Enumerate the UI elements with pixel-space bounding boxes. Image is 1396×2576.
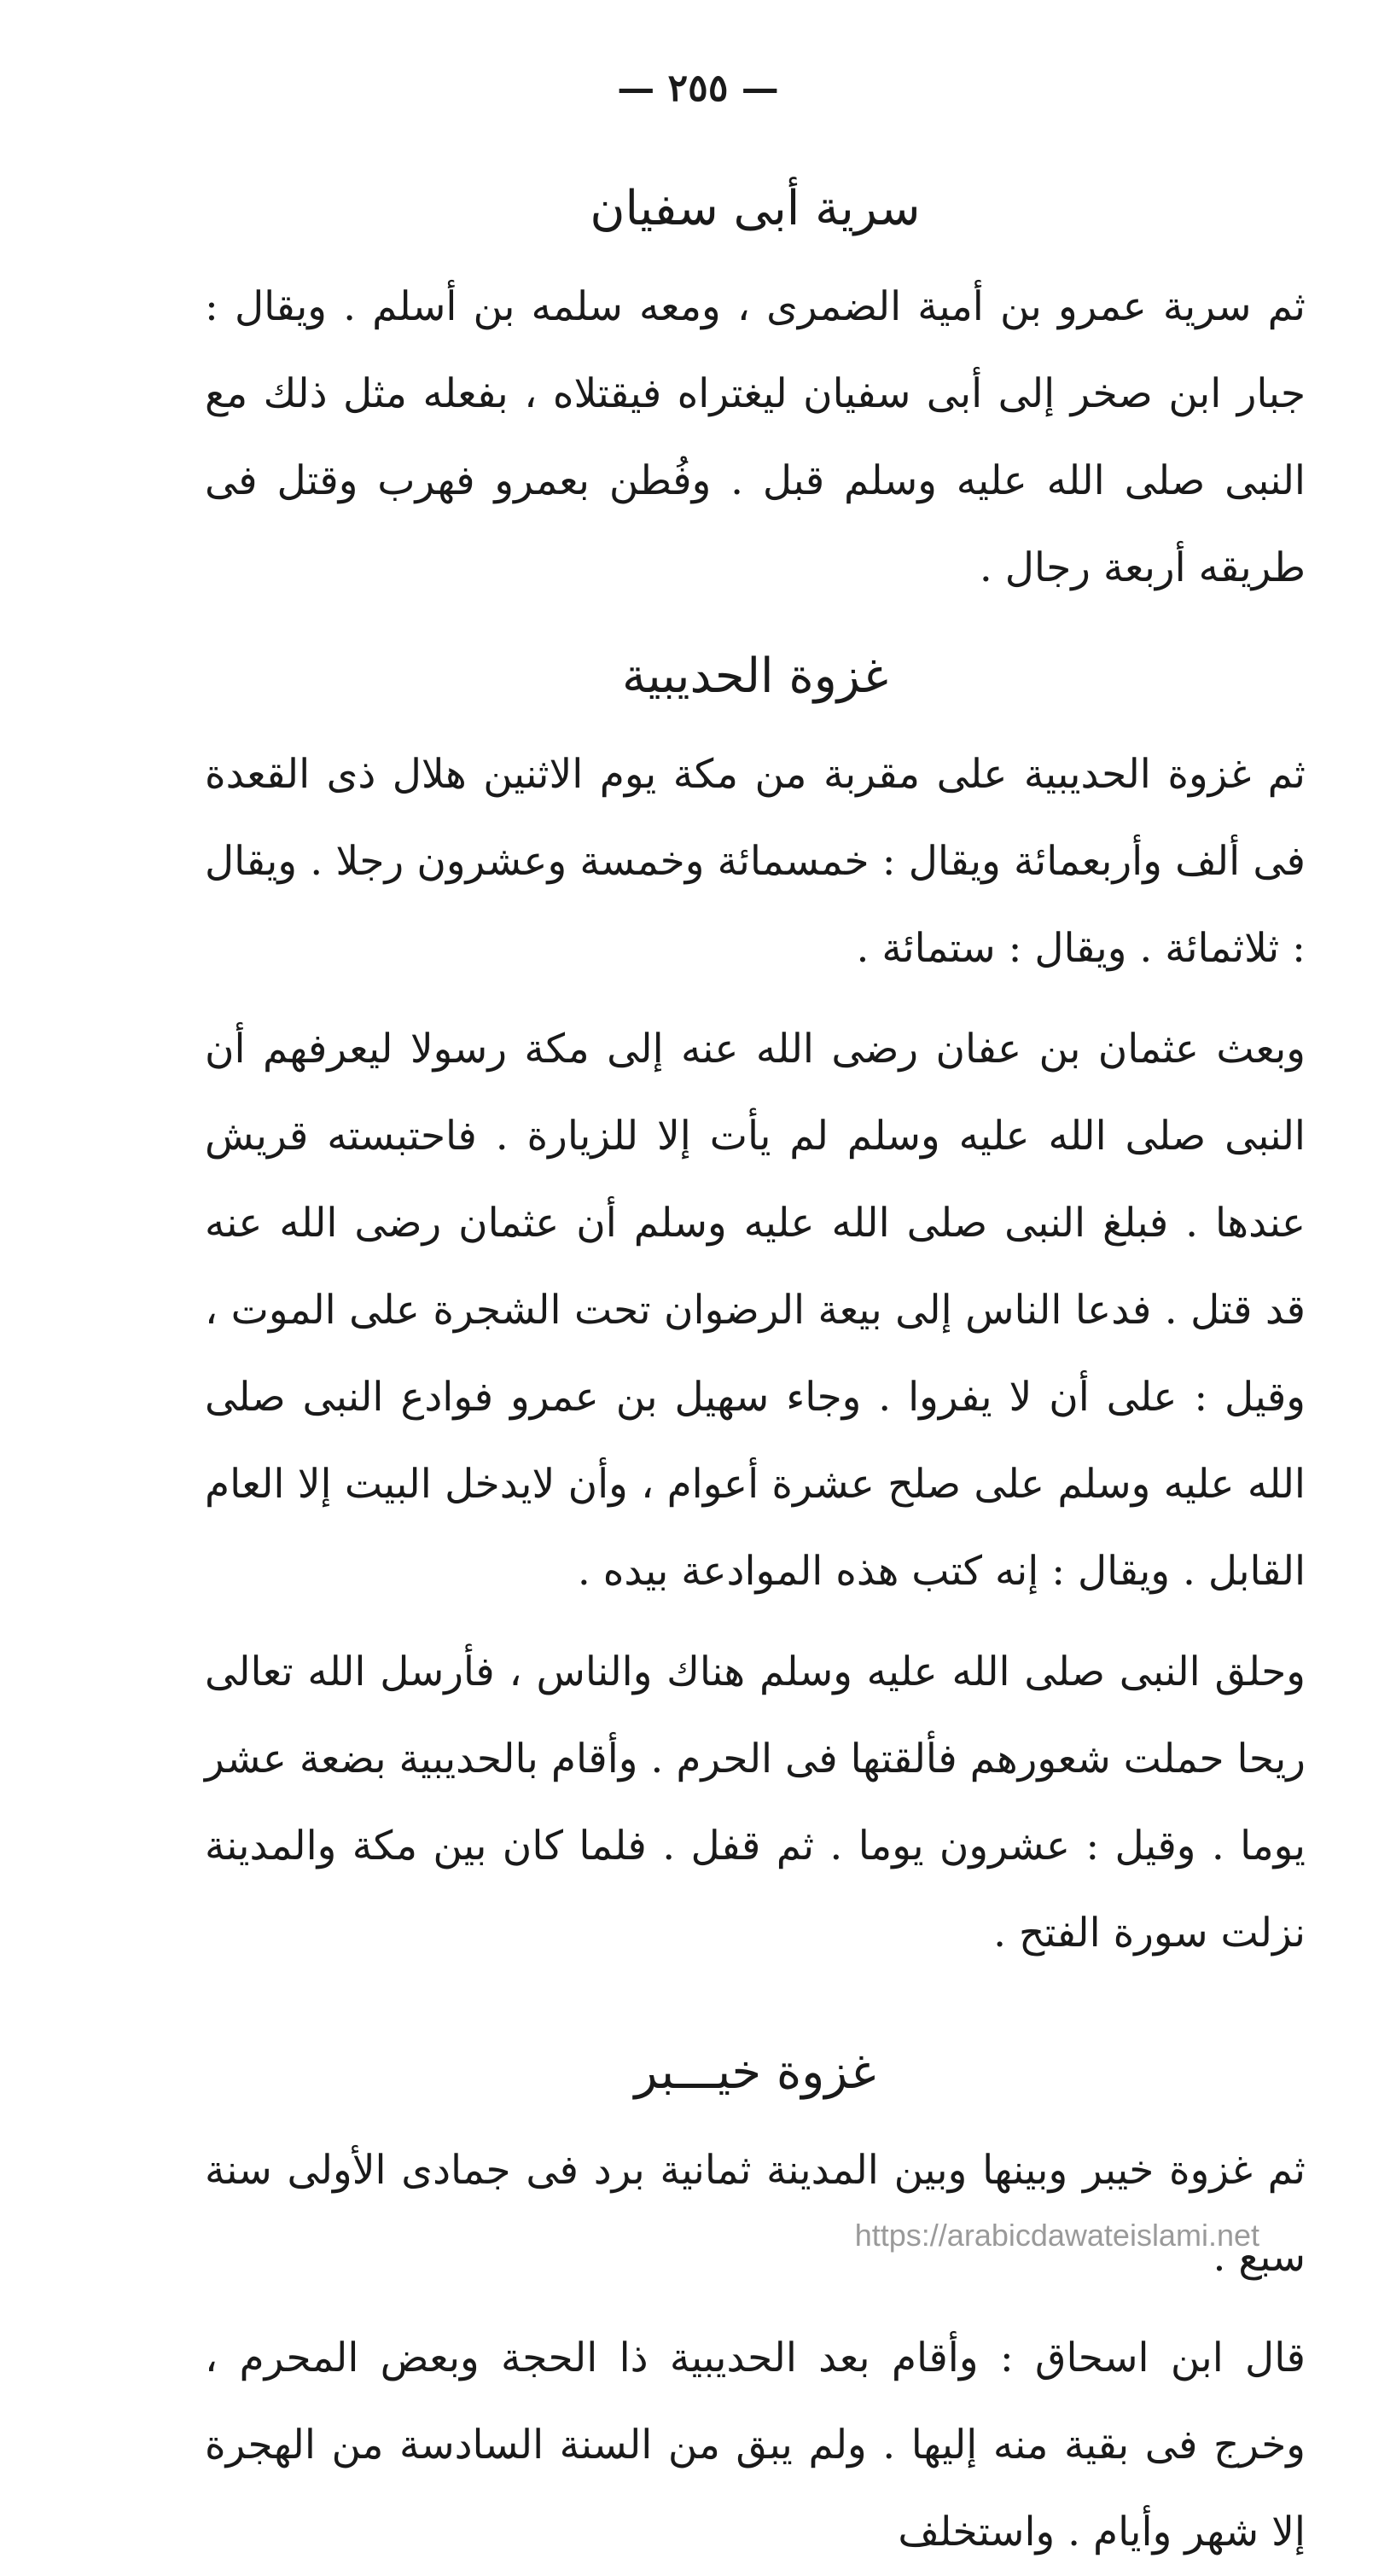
section-heading-abu-sufyan: سرية أبى سفيان [590,181,921,236]
watermark-url: https://arabicdawateislami.net [854,2218,1259,2253]
paragraph-hudaybiyya-2: وبعث عثمان بن عفان رضى الله عنه إلى مكة رسولا ليعرفهم أن النبى صلى الله عليه وسلم لم يأت إلا للزيارة . فاحتبسته قريش عندها . فبلغ النبى صلى الله عليه وسلم أن عثمان رضى الله عنه قد قتل . فدعا الناس إلى بيعة الرضوان تحت الشجرة على الموت ، وقيل : على أن لا يفروا . وجاء سهيل بن عمرو فوادع النبى صلى الله عليه وسلم على صلح عشرة أعوام ، وأن لايدخل البيت إلا العام القابل . ويقال : إنه كتب هذه الموادعة بيده . [205,1026,1306,1595]
page-body [205,175,1306,2576]
section-heading-hudaybiyya: غزوة الحديبية [622,648,888,704]
paragraph-abu-sufyan: ثم سرية عمرو بن أمية الضمرى ، ومعه سلمه بن أسلم . ويقال : جبار ابن صخر إلى أبى سفيان ليغتراه فيقتلاه ، بفعله مثل ذلك مع النبى صلى الله عليه وسلم قبل . وفُطن بعمرو فهرب وقتل فى طريقه أربعة رجال . [205,283,1306,591]
paragraph-khaybar-2: قال ابن اسحاق : وأقام بعد الحديبية ذا الحجة وبعض المحرم ، وخرج فى بقية منه إليها . ولم يبق من السنة السادسة من الهجرة إلا شهر وأيام . واستخلف [205,2335,1306,2556]
page-number: — ٢٥٥ — [617,67,779,110]
section-heading-khaybar: غزوة خيـــبر [634,2044,876,2100]
paragraph-hudaybiyya-3: وحلق النبى صلى الله عليه وسلم هناك والناس ، فأرسل الله تعالى ريحا حملت شعورهم فألقتها فى الحرم . وأقام بالحديبية بضعة عشر يوما . وقيل : عشرون يوما . ثم قفل . فلما كان بين مكة والمدينة نزلت سورة الفتح . [205,1649,1306,1957]
paragraph-khaybar-1: ثم غزوة خيبر وبينها وبين المدينة ثمانية برد فى جمادى الأولى سنة سبع . [205,2147,1306,2281]
paragraph-hudaybiyya-1: ثم غزوة الحديبية على مقربة من مكة يوم الاثنين هلال ذى القعدة فى ألف وأربعمائة ويقال : خمسمائة وخمسة وعشرون رجلا . ويقال : ثلاثمائة . ويقال : ستمائة . [205,751,1306,972]
